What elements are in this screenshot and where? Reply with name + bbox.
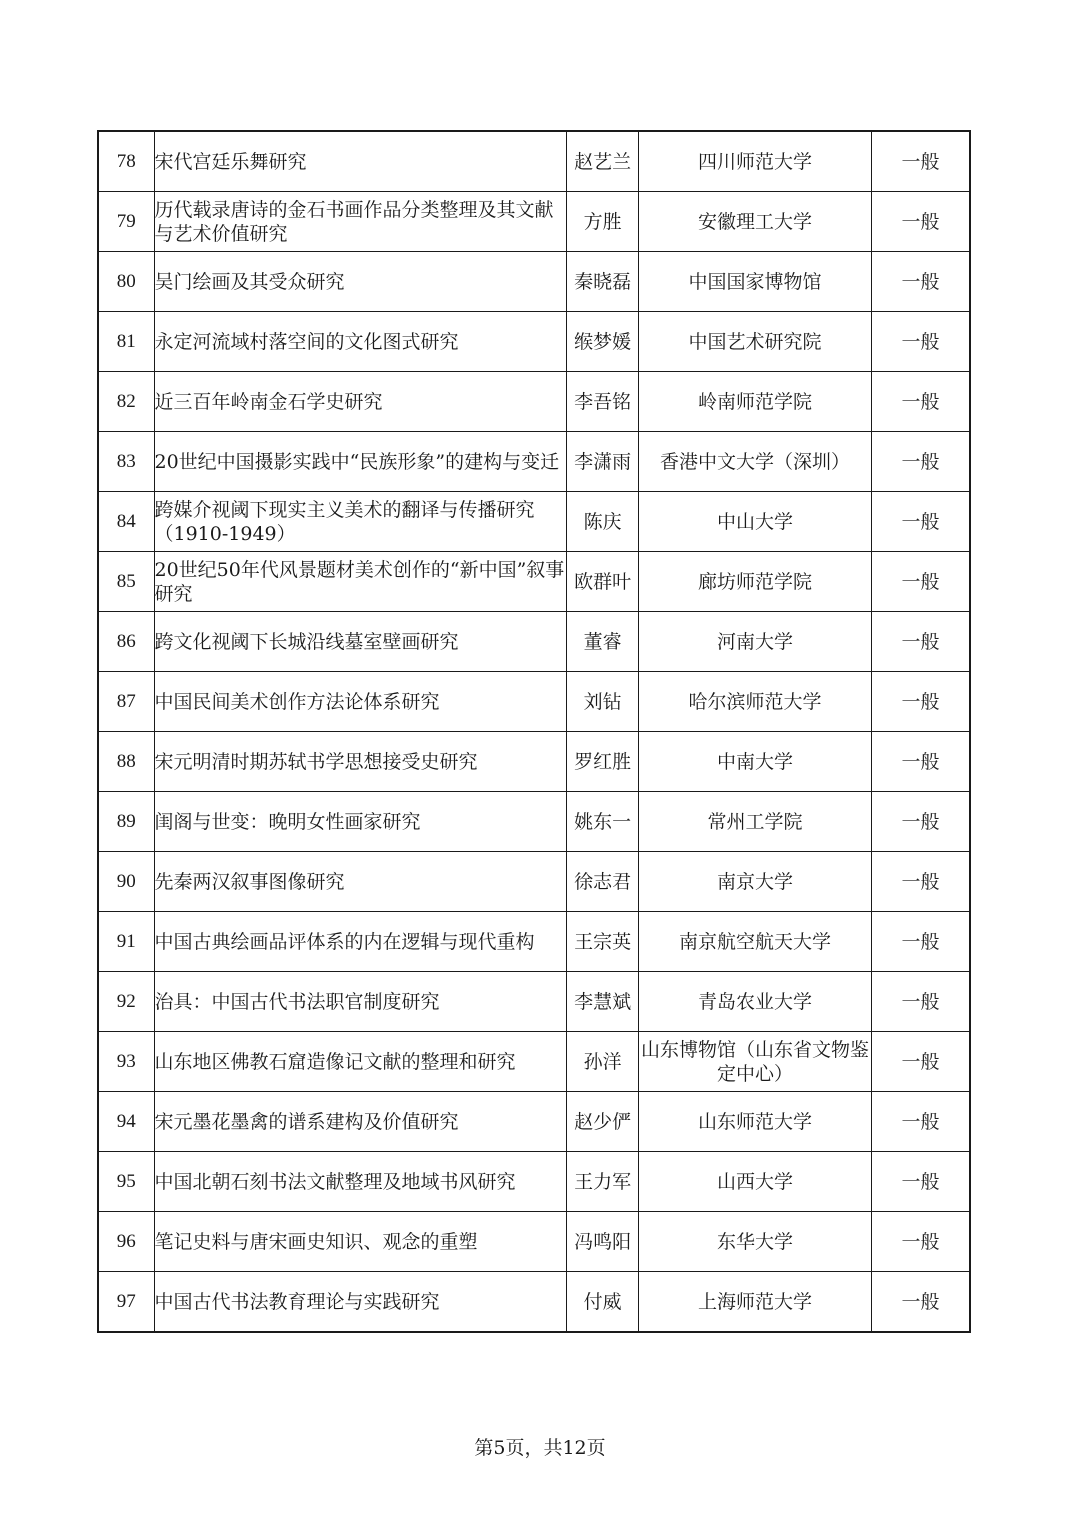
project-category: 一般 — [872, 732, 970, 792]
applicant-name: 陈庆 — [567, 492, 639, 552]
applicant-name: 李慧斌 — [567, 972, 639, 1032]
row-number: 90 — [98, 852, 154, 912]
row-number: 81 — [98, 312, 154, 372]
project-title: 宋代宫廷乐舞研究 — [154, 131, 567, 192]
project-category: 一般 — [872, 792, 970, 852]
table-row — [98, 852, 970, 912]
project-category: 一般 — [872, 252, 970, 312]
row-number: 89 — [98, 792, 154, 852]
table-row — [98, 192, 970, 252]
project-category: 一般 — [872, 131, 970, 192]
project-category: 一般 — [872, 1032, 970, 1092]
project-title: 先秦两汉叙事图像研究 — [154, 852, 567, 912]
project-category: 一般 — [872, 192, 970, 252]
project-title: 山东地区佛教石窟造像记文献的整理和研究 — [154, 1032, 567, 1092]
institution: 中国艺术研究院 — [638, 312, 871, 372]
institution: 中国国家博物馆 — [638, 252, 871, 312]
row-number: 84 — [98, 492, 154, 552]
table-row — [98, 1152, 970, 1212]
applicant-name: 赵少俨 — [567, 1092, 639, 1152]
row-number: 82 — [98, 372, 154, 432]
institution: 东华大学 — [638, 1212, 871, 1272]
project-category: 一般 — [872, 912, 970, 972]
table-row — [98, 252, 970, 312]
project-category: 一般 — [872, 552, 970, 612]
project-title: 笔记史料与唐宋画史知识、观念的重塑 — [154, 1212, 567, 1272]
page-number: 第5页，共12页 — [474, 1437, 606, 1459]
project-category: 一般 — [872, 612, 970, 672]
institution: 山西大学 — [638, 1152, 871, 1212]
project-title: 跨文化视阈下长城沿线墓室壁画研究 — [154, 612, 567, 672]
applicant-name: 王宗英 — [567, 912, 639, 972]
project-category: 一般 — [872, 1092, 970, 1152]
applicant-name: 秦晓磊 — [567, 252, 639, 312]
project-title: 中国民间美术创作方法论体系研究 — [154, 672, 567, 732]
project-title: 20世纪50年代风景题材美术创作的“新中国”叙事研究 — [154, 552, 567, 612]
applicant-name: 冯鸣阳 — [567, 1212, 639, 1272]
institution: 廊坊师范学院 — [638, 552, 871, 612]
table-row — [98, 372, 970, 432]
applicant-name: 方胜 — [567, 192, 639, 252]
row-number: 91 — [98, 912, 154, 972]
row-number: 80 — [98, 252, 154, 312]
project-title: 闺阁与世变：晚明女性画家研究 — [154, 792, 567, 852]
applicant-name: 董睿 — [567, 612, 639, 672]
table-row — [98, 1092, 970, 1152]
institution: 岭南师范学院 — [638, 372, 871, 432]
project-title: 宋元墨花墨禽的谱系建构及价值研究 — [154, 1092, 567, 1152]
institution: 青岛农业大学 — [638, 972, 871, 1032]
project-title: 宋元明清时期苏轼书学思想接受史研究 — [154, 732, 567, 792]
table-row — [98, 792, 970, 852]
project-category: 一般 — [872, 432, 970, 492]
table-row — [98, 1272, 970, 1333]
row-number: 79 — [98, 192, 154, 252]
applicant-name: 李吾铭 — [567, 372, 639, 432]
row-number: 93 — [98, 1032, 154, 1092]
applicant-name: 刘钻 — [567, 672, 639, 732]
applicant-name: 孙洋 — [567, 1032, 639, 1092]
row-number: 87 — [98, 672, 154, 732]
institution: 常州工学院 — [638, 792, 871, 852]
applicant-name: 姚东一 — [567, 792, 639, 852]
project-title: 历代载录唐诗的金石书画作品分类整理及其文献与艺术价值研究 — [154, 192, 567, 252]
table-row — [98, 912, 970, 972]
project-category: 一般 — [872, 1152, 970, 1212]
row-number: 83 — [98, 432, 154, 492]
table-row — [98, 492, 970, 552]
project-title: 20世纪中国摄影实践中“民族形象”的建构与变迁 — [154, 432, 567, 492]
table-row — [98, 312, 970, 372]
project-title: 近三百年岭南金石学史研究 — [154, 372, 567, 432]
institution: 山东博物馆（山东省文物鉴定中心） — [638, 1032, 871, 1092]
institution: 中山大学 — [638, 492, 871, 552]
project-title: 治具：中国古代书法职官制度研究 — [154, 972, 567, 1032]
applicant-name: 欧群叶 — [567, 552, 639, 612]
row-number: 95 — [98, 1152, 154, 1212]
project-category: 一般 — [872, 312, 970, 372]
institution: 南京航空航天大学 — [638, 912, 871, 972]
row-number: 85 — [98, 552, 154, 612]
project-category: 一般 — [872, 1212, 970, 1272]
project-category: 一般 — [872, 1272, 970, 1333]
table-row — [98, 1212, 970, 1272]
institution: 中南大学 — [638, 732, 871, 792]
project-table — [97, 130, 971, 1333]
row-number: 96 — [98, 1212, 154, 1272]
row-number: 78 — [98, 131, 154, 192]
project-category: 一般 — [872, 672, 970, 732]
institution: 河南大学 — [638, 612, 871, 672]
institution: 山东师范大学 — [638, 1092, 871, 1152]
row-number: 86 — [98, 612, 154, 672]
applicant-name: 付威 — [567, 1272, 639, 1333]
table-row — [98, 432, 970, 492]
project-title: 中国古代书法教育理论与实践研究 — [154, 1272, 567, 1333]
row-number: 92 — [98, 972, 154, 1032]
table-row — [98, 1032, 970, 1092]
institution: 哈尔滨师范大学 — [638, 672, 871, 732]
applicant-name: 赵艺兰 — [567, 131, 639, 192]
row-number: 88 — [98, 732, 154, 792]
project-category: 一般 — [872, 372, 970, 432]
project-title: 吴门绘画及其受众研究 — [154, 252, 567, 312]
institution: 南京大学 — [638, 852, 871, 912]
applicant-name: 王力军 — [567, 1152, 639, 1212]
project-title: 中国古典绘画品评体系的内在逻辑与现代重构 — [154, 912, 567, 972]
table-row — [98, 732, 970, 792]
institution: 香港中文大学（深圳） — [638, 432, 871, 492]
project-title: 中国北朝石刻书法文献整理及地域书风研究 — [154, 1152, 567, 1212]
table-row — [98, 672, 970, 732]
institution: 上海师范大学 — [638, 1272, 871, 1333]
institution: 安徽理工大学 — [638, 192, 871, 252]
table-row — [98, 552, 970, 612]
institution: 四川师范大学 — [638, 131, 871, 192]
applicant-name: 缑梦媛 — [567, 312, 639, 372]
project-category: 一般 — [872, 972, 970, 1032]
applicant-name: 李潇雨 — [567, 432, 639, 492]
applicant-name: 徐志君 — [567, 852, 639, 912]
table-row — [98, 972, 970, 1032]
project-title: 跨媒介视阈下现实主义美术的翻译与传播研究（1910-1949） — [154, 492, 567, 552]
row-number: 97 — [98, 1272, 154, 1333]
applicant-name: 罗红胜 — [567, 732, 639, 792]
project-title: 永定河流域村落空间的文化图式研究 — [154, 312, 567, 372]
table-row — [98, 612, 970, 672]
row-number: 94 — [98, 1092, 154, 1152]
project-category: 一般 — [872, 492, 970, 552]
table-row — [98, 131, 970, 192]
project-category: 一般 — [872, 852, 970, 912]
